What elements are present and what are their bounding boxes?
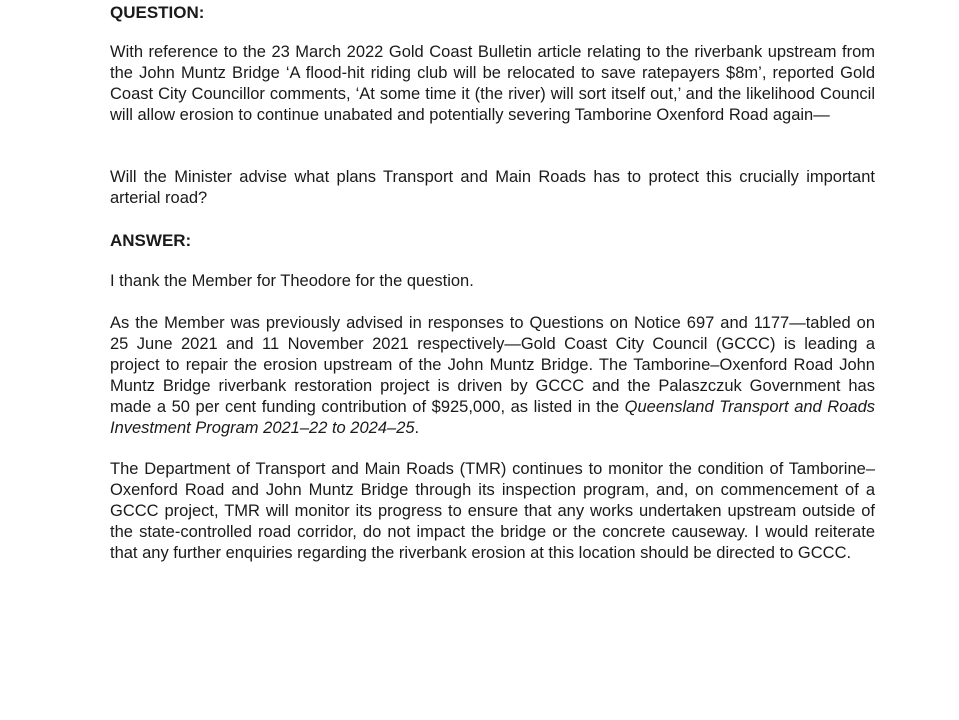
answer-paragraph-funding — [110, 313, 875, 439]
question-paragraph-context: With reference to the 23 March 2022 Gold Coast Bulletin article relating to the riverbank upstream from the John Muntz Bridge ‘A flood-hit riding club will be relocated to save ratepayers $8m’, reported Gold Coast City Councillor comments, ‘At some time it (the river) will sort itself out,’ and the likelihood Council will allow erosion to continue unabated and potentially severing Tamborine Oxenford Road again— — [110, 43, 875, 124]
answer-paragraph-funding-text: As the Member was previously advised in responses to Questions on Notice 697 and 1177—tabled on 25 June 2021 and 11 November 2021 respectively—Gold Coast City Council (GCCC) is leading a project to repair the erosion upstream of the John Muntz Bridge. The Tamborine–Oxenford Road John Muntz Bridge riverbank restoration project is driven by GCCC and the Palaszczuk Government has made a 50 per cent funding contribution of $925,000, as listed in the — [110, 314, 875, 416]
answer-paragraph-monitoring: The Department of Transport and Main Roads (TMR) continues to monitor the condition of Tamborine–Oxenford Road and John Muntz Bridge through its inspection program, and, on commencement of a GCCC project, TMR will monitor its progress to ensure that any works undertaken upstream outside of the state-controlled road corridor, do not impact the bridge or the concrete causeway. I would reiterate that any further enquiries regarding the riverbank erosion at this location should be directed to GCCC. — [110, 460, 875, 562]
answer-heading: ANSWER: — [110, 231, 192, 250]
investment-program-title: Queensland Transport and Roads Investment Program 2021–22 to 2024–25 — [110, 398, 875, 437]
answer-paragraph-thanks: I thank the Member for Theodore for the question. — [110, 272, 474, 290]
question-heading: QUESTION: — [110, 3, 205, 22]
question-paragraph-ask: Will the Minister advise what plans Transport and Main Roads has to protect this crucially important arterial road? — [110, 168, 875, 207]
answer-paragraph-funding-end: . — [414, 419, 420, 437]
